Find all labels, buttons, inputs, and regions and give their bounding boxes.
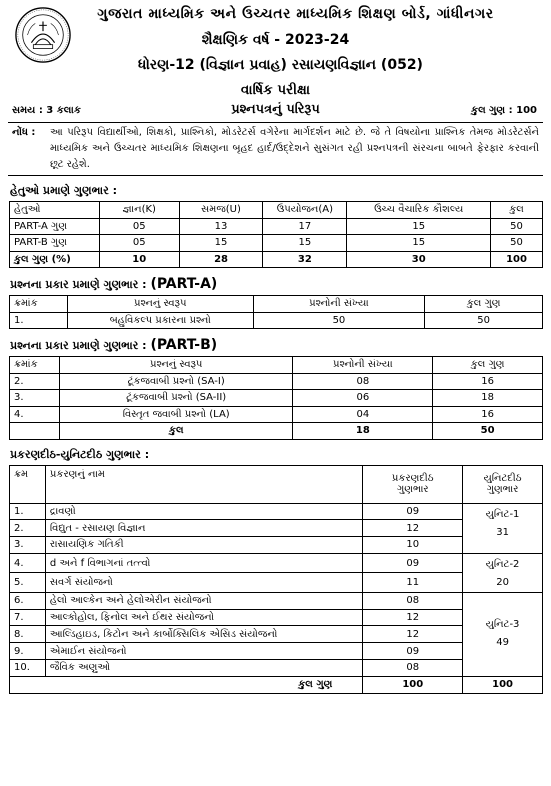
table-cell: 08 <box>363 592 463 609</box>
table-row <box>10 373 543 390</box>
table-cell: 3. <box>10 390 60 407</box>
table-cell: d અને f વિભાગનાં તત્ત્વો <box>45 553 362 573</box>
table-cell: 50 <box>491 235 543 252</box>
unit-name: યુનિટ-3 <box>485 619 520 631</box>
table-cell <box>10 676 46 693</box>
table-cell: 13 <box>179 218 263 235</box>
table-cell: 50 <box>253 312 425 329</box>
table-header-row <box>10 465 543 503</box>
header-cell: પ્રશ્નોની સંખ્યા <box>293 357 433 374</box>
header-cell: કુલ ગુણ <box>433 357 543 374</box>
part-a-label: (PART-A) <box>150 276 218 292</box>
part-b-label: (PART-B) <box>150 337 218 353</box>
table-cell: 4. <box>10 406 60 423</box>
chapters-table <box>9 465 543 694</box>
table-cell: કુલ ગુણ <box>45 676 362 693</box>
unit-cell <box>463 592 543 676</box>
table-cell: 15 <box>263 235 347 252</box>
table-cell: 15 <box>179 235 263 252</box>
table-cell: 32 <box>263 251 347 268</box>
table-row <box>10 553 543 573</box>
table-cell: 7. <box>10 609 46 626</box>
table-cell: 05 <box>99 218 179 235</box>
table-cell <box>10 423 60 440</box>
table-row <box>10 235 543 252</box>
header-cell: જ્ઞાન(K) <box>99 202 179 219</box>
header-cell: પ્રશ્નનું સ્વરૂપ <box>59 357 293 374</box>
note-block <box>8 123 543 175</box>
unit-name: યુનિટ-2 <box>485 558 520 570</box>
table-cell: 50 <box>425 312 543 329</box>
header-cell: પ્રકરણદીઠ ગુણભાર <box>363 465 463 503</box>
table-cell: બહુવિકલ્પ પ્રકારના પ્રશ્નો <box>67 312 253 329</box>
table-cell: રાસાયણિક ગતિકી <box>45 537 362 554</box>
table-cell: વિદ્યુત - રસાયણ વિજ્ઞાન <box>45 520 362 537</box>
unit-marks: 20 <box>496 576 509 588</box>
table-cell: 12 <box>363 626 463 643</box>
unit-marks: 49 <box>496 637 509 649</box>
part-b-title-text: પ્રશ્નના પ્રકાર પ્રમાણે ગુણભાર : <box>10 339 147 352</box>
header-cell: હેતુઓ <box>10 202 100 219</box>
objectives-table <box>9 201 543 268</box>
table-row <box>10 390 543 407</box>
table-cell: 12 <box>363 609 463 626</box>
table-cell: 04 <box>293 406 433 423</box>
table-row <box>10 520 543 537</box>
table-cell: 30 <box>347 251 491 268</box>
paper-title: પ્રશ્નપત્રનું પરિરૂપ <box>231 102 320 117</box>
table-row <box>10 660 543 677</box>
table-cell: 15 <box>347 218 491 235</box>
table-cell: 17 <box>263 218 347 235</box>
table-cell: 12 <box>363 520 463 537</box>
exam-time: સમય : 3 કલાક <box>12 105 81 116</box>
meta-row <box>8 102 543 122</box>
header-cell: યુનિટદીઠ ગુણભાર <box>463 465 543 503</box>
header-cell: ઉચ્ચ વૈચારિક કૌશલ્ય <box>347 202 491 219</box>
table-cell: 09 <box>363 643 463 660</box>
table-total-row <box>10 251 543 268</box>
header <box>8 2 543 102</box>
table-cell: 10 <box>363 537 463 554</box>
table-cell: કુલ <box>59 423 293 440</box>
table-cell: 50 <box>433 423 543 440</box>
board-name: ગુજરાત માધ્યમિક અને ઉચ્ચતર માધ્યમિક શિક્ષણ બોર્ડ, ગાંધીનગર <box>97 6 494 22</box>
table-cell: 10 <box>99 251 179 268</box>
part-b-table <box>9 356 543 440</box>
table-header-row <box>10 202 543 219</box>
unit-cell <box>463 503 543 553</box>
table-cell: 5. <box>10 573 46 593</box>
table-row <box>10 218 543 235</box>
table-cell: 05 <box>99 235 179 252</box>
subject-title: ધોરણ-12 (વિજ્ઞાન પ્રવાહ) રસાયણવિજ્ઞાન (052) <box>138 57 423 73</box>
table-cell: 100 <box>363 676 463 693</box>
table-row <box>10 312 543 329</box>
header-cell: પ્રશ્નોની સંખ્યા <box>253 296 425 313</box>
table-row <box>10 537 543 554</box>
table-cell: ટૂંકજવાબી પ્રશ્નો (SA-II) <box>59 390 293 407</box>
table-cell: 2. <box>10 373 60 390</box>
unit-name: યુનિટ-1 <box>485 508 520 520</box>
table-row <box>10 626 543 643</box>
table-cell: હેલો આલ્કેન અને હેલોએરીન સંયોજનો <box>45 592 362 609</box>
table-cell: 100 <box>463 676 543 693</box>
header-cell: ક્રમાંક <box>10 357 60 374</box>
table-row <box>10 609 543 626</box>
table-cell: 9. <box>10 643 46 660</box>
header-cell: ઉપયોજન(A) <box>263 202 347 219</box>
objectives-title: હેતુઓ પ્રમાણે ગુણભાર : <box>10 184 117 197</box>
note-label: નોંધ : <box>12 127 36 138</box>
exam-type: વાર્ષિક પરીક્ષા <box>240 82 311 98</box>
table-cell: 06 <box>293 390 433 407</box>
header-cell: ક્રમ <box>10 465 46 503</box>
header-cell: સમજ(U) <box>179 202 263 219</box>
table-cell: સવર્ગ સંયોજનો <box>45 573 362 593</box>
unit-cell <box>463 553 543 592</box>
divider <box>8 175 543 176</box>
table-cell: 11 <box>363 573 463 593</box>
table-row <box>10 406 543 423</box>
table-cell: 8. <box>10 626 46 643</box>
table-cell: 3. <box>10 537 46 554</box>
academic-year: શૈક્ષણિક વર્ષ - 2023-24 <box>201 32 350 48</box>
table-cell: 28 <box>179 251 263 268</box>
header-cell: કુલ <box>491 202 543 219</box>
table-cell: 100 <box>491 251 543 268</box>
table-cell: આલ્ડિહાઇડ, કિટોન અને કાર્બોક્સિલિક એસિડ સંયોજનો <box>45 626 362 643</box>
header-cell: ક્રમાંક <box>10 296 68 313</box>
table-cell: 09 <box>363 553 463 573</box>
table-cell: 15 <box>347 235 491 252</box>
table-cell: 18 <box>433 390 543 407</box>
part-a-title <box>8 276 543 292</box>
chapters-title: પ્રકરણદીઠ-યુનિટદીઠ ગુણભાર : <box>10 447 150 461</box>
table-cell: 09 <box>363 503 463 520</box>
table-row <box>10 573 543 593</box>
table-row <box>10 503 543 520</box>
total-marks: કુલ ગુણ : 100 <box>471 105 537 116</box>
part-a-title-text: પ્રશ્નના પ્રકાર પ્રમાણે ગુણભાર : <box>10 278 147 291</box>
table-cell: 18 <box>293 423 433 440</box>
note-text: આ પરિરૂપ વિદ્યાર્થીઓ, શિક્ષકો, પ્રાશ્નિકો, મોડરેટર્સ વગેરેના માર્ગદર્શન માટે છે. જે તે વિષયોના પ્રાશ્નિક તેમજ મોડરેટર્સને માધ્યમિક અને ઉચ્ચતર માધ્યમિક શિક્ષણના બૃહદ હાર્દ/ઉદ્દેશને સુસંગત રહી પ્રશ્નપત્રની સંરચના બાબતે ફેરફાર કરવાની છૂટ રહેશે. <box>50 127 539 170</box>
table-cell: 6. <box>10 592 46 609</box>
table-cell: 2. <box>10 520 46 537</box>
table-cell: 1. <box>10 503 46 520</box>
table-cell: વિસ્તૃત જવાબી પ્રશ્નો (LA) <box>59 406 293 423</box>
table-total-row <box>10 423 543 440</box>
header-cell: કુલ ગુણ <box>425 296 543 313</box>
table-row <box>10 643 543 660</box>
unit-marks: 31 <box>496 526 509 538</box>
table-cell: ટૂંકજવાબી પ્રશ્નો (SA-I) <box>59 373 293 390</box>
table-cell: આલ્કોહોલ, ફિનોલ અને ઈથર સંયોજનો <box>45 609 362 626</box>
part-a-table <box>9 295 543 329</box>
table-cell: 1. <box>10 312 68 329</box>
table-cell: 50 <box>491 218 543 235</box>
table-cell: PART-A ગુણ <box>10 218 100 235</box>
table-cell: જૈવિક અણુઓ <box>45 660 362 677</box>
table-row <box>10 592 543 609</box>
table-cell: 08 <box>363 660 463 677</box>
table-cell: 10. <box>10 660 46 677</box>
table-header-row <box>10 296 543 313</box>
part-b-title <box>8 337 543 353</box>
table-header-row <box>10 357 543 374</box>
table-cell: કુલ ગુણ (%) <box>10 251 100 268</box>
header-cell: પ્રકરણનું નામ <box>45 465 362 503</box>
table-cell: 4. <box>10 553 46 573</box>
table-cell: 08 <box>293 373 433 390</box>
table-cell: દ્રાવણો <box>45 503 362 520</box>
table-cell: PART-B ગુણ <box>10 235 100 252</box>
table-total-row <box>10 676 543 693</box>
table-cell: 16 <box>433 373 543 390</box>
header-cell: પ્રશ્નનું સ્વરૂપ <box>67 296 253 313</box>
table-cell: 16 <box>433 406 543 423</box>
table-cell: એમાઈન સંયોજનો <box>45 643 362 660</box>
